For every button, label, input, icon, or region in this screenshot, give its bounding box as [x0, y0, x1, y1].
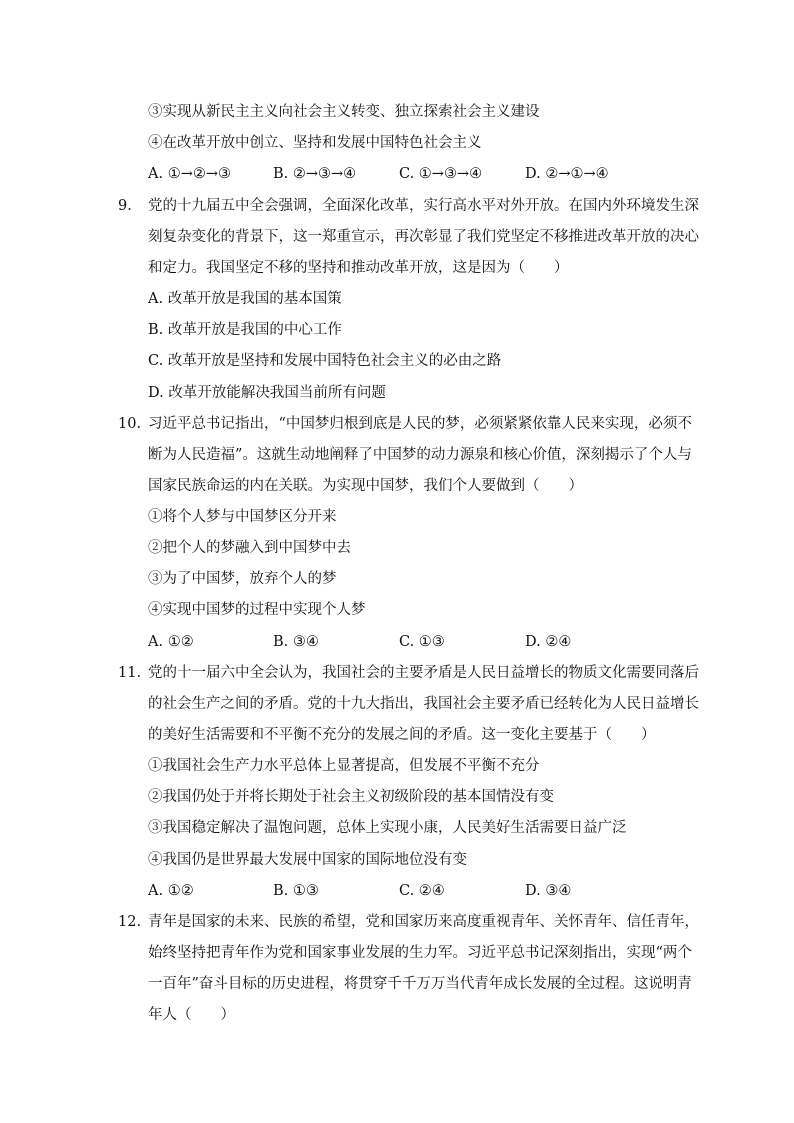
- q12-number: 12.: [118, 914, 142, 930]
- q8-option-a: A. ①→②→③: [148, 166, 231, 182]
- q12-stem-line-4: 年人（ ）: [148, 1007, 235, 1023]
- q11-item-3: ③我国稳定解决了温饱问题，总体上实现小康，人民美好生活需要日益广泛: [148, 820, 627, 836]
- q9-option-b: B. 改革开放是我国的中心工作: [148, 322, 342, 338]
- q9-option-c: C. 改革开放是坚持和发展中国特色社会主义的必由之路: [148, 353, 502, 369]
- q12-stem-line-3: 一百年”奋斗目标的历史进程，将贯穿千千万万当代青年成长发展的全过程。这说明青: [148, 976, 692, 992]
- q12-stem-line-2: 始终坚持把青年作为党和国家事业发展的生力军。习近平总书记深刻指出，实现“两个: [148, 945, 692, 961]
- q11-stem-line-2: 的社会生产之间的矛盾。党的十九大指出，我国社会主要矛盾已经转化为人民日益增长: [148, 696, 699, 712]
- q8-item-3: ③实现从新民主主义向社会主义转变、独立探索社会主义建设: [148, 104, 540, 120]
- q9-number: 9.: [118, 198, 132, 214]
- q8-option-c: C. ①→③→④: [399, 166, 483, 182]
- q10-option-c: C. ①③: [399, 634, 445, 650]
- q10-option-d: D. ②④: [525, 634, 572, 650]
- q10-stem-line-2: 断为人民造福”。这就生动地阐释了中国梦的动力源泉和核心价值，深刻揭示了个人与: [148, 447, 692, 463]
- q11-option-c: C. ②④: [399, 883, 445, 899]
- q8-item-4: ④在改革开放中创立、坚持和发展中国特色社会主义: [148, 135, 482, 151]
- q10-item-2: ②把个人的梦融入到中国梦中去: [148, 540, 351, 556]
- q11-stem-line-3: 的美好生活需要和不平衡不充分的发展之间的矛盾。这一变化主要基于（ ）: [148, 727, 656, 743]
- q11-option-d: D. ③④: [525, 883, 572, 899]
- q11-number: 11.: [118, 665, 142, 681]
- q11-item-4: ④我国仍是世界最大发展中国家的国际地位没有变: [148, 852, 467, 868]
- q11-option-a: A. ①②: [148, 883, 194, 899]
- q9-stem-line-2: 刻复杂变化的背景下，这一郑重宣示，再次彰显了我们党坚定不移推进改革开放的决心: [148, 229, 699, 245]
- q11-item-1: ①我国社会生产力水平总体上显著提高，但发展不平衡不充分: [148, 758, 540, 774]
- q11-option-b: B. ①③: [273, 883, 319, 899]
- q9-option-a: A. 改革开放是我国的基本国策: [148, 291, 342, 307]
- q12-stem-line-1: 青年是国家的未来、民族的希望，党和国家历来高度重视青年、关怀青年、信任青年，: [148, 914, 699, 930]
- q10-option-b: B. ③④: [273, 634, 319, 650]
- q11-stem-line-1: 党的十一届六中全会认为，我国社会的主要矛盾是人民日益增长的物质文化需要同落后: [148, 665, 699, 681]
- q10-option-a: A. ①②: [148, 634, 194, 650]
- q10-item-4: ④实现中国梦的过程中实现个人梦: [148, 602, 366, 618]
- q8-option-b: B. ②→③→④: [273, 166, 357, 182]
- q9-stem-line-3: 和定力。我国坚定不移的坚持和推动改革开放，这是因为（ ）: [148, 260, 569, 276]
- q9-option-d: D. 改革开放能解决我国当前所有问题: [148, 385, 386, 401]
- q11-item-2: ②我国仍处于并将长期处于社会主义初级阶段的基本国情没有变: [148, 789, 554, 805]
- q8-option-d: D. ②→①→④: [525, 166, 609, 182]
- q10-number: 10.: [118, 416, 142, 432]
- q10-stem-line-1: 习近平总书记指出，“中国梦归根到底是人民的梦，必须紧紧依靠人民来实现，必须不: [148, 416, 692, 432]
- q10-stem-line-3: 国家民族命运的内在关联。为实现中国梦，我们个人要做到（ ）: [148, 478, 583, 494]
- q10-item-1: ①将个人梦与中国梦区分开来: [148, 509, 337, 525]
- q9-stem-line-1: 党的十九届五中全会强调，全面深化改革，实行高水平对外开放。在国内外环境发生深: [148, 198, 699, 214]
- q10-item-3: ③为了中国梦，放弃个人的梦: [148, 571, 337, 587]
